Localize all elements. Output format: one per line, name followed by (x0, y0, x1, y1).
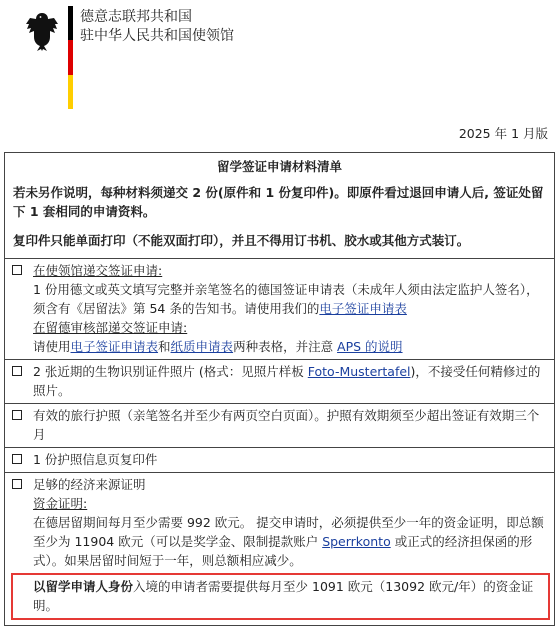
mission-name (80, 8, 234, 46)
sperrkonto-link[interactable]: Sperrkonto (322, 534, 391, 549)
german-flag-bar (68, 6, 73, 109)
funds-proof-heading: 资金证明: (33, 496, 88, 511)
passport-copy-text: 1 份护照信息页复印件 (33, 452, 158, 467)
aps-info-link[interactable]: APS 的说明 (337, 339, 403, 354)
checklist-header-cell (5, 153, 555, 259)
mission-line-2: 驻中华人民共和国使领馆 (80, 28, 234, 44)
checkbox (12, 265, 22, 275)
copies-instruction: 若未另作说明，每种材料须递交 2 份(原件和 1 份复印件)。即原件看过退回申请人后, 签证处留下 1 套相同的申请资料。 (13, 185, 544, 219)
flag-red-stripe (68, 40, 73, 74)
flag-black-stripe (68, 6, 73, 40)
e-visa-form-link[interactable]: 电子签证申请表 (319, 301, 407, 316)
checklist-item-application (5, 259, 555, 360)
checkbox (12, 410, 22, 420)
checklist-item-photos: 2 张近期的生物识别证件照片 (格式：见照片样板 Foto-Mustertafel)，不接受任何精修过的照片。 (5, 360, 555, 404)
e-visa-form-link-2[interactable]: 电子签证申请表 (70, 339, 159, 354)
checklist-item-passport-copy (5, 448, 555, 473)
passport-text: 有效的旅行护照（亲笔签名并至少有两页空白页面）。护照有效期须至少超出签证有效期三个月 (33, 408, 540, 442)
mission-line-1: 德意志联邦共和国 (80, 9, 192, 25)
consulate-application-text: 1 份用德文或英文填写完整并亲笔签名的德国签证申请表（未成年人须由法定监护人签名），须含有《居留法》第 54 条的告知书。请使用我们的电子签证申请表 (33, 282, 539, 316)
funds-proof-text: 在德居留期间每月至少需要 992 欧元。 提交申请时，必须提供至少一年的资金证明，即总额至少为 11904 欧元（可以是奖学金、限制提款账户 Sperrkonto 或正式的经济担保函的形式）。如果居留时间短于一年，则总额相应减少。 (33, 515, 544, 568)
checklist-table (4, 152, 555, 626)
checklist-title: 留学签证申请材料清单 (216, 159, 342, 174)
student-funds-highlight (11, 573, 550, 620)
checkbox (12, 454, 22, 464)
printing-instruction: 复印件只能单面打印（不能双面打印），并且不得用订书机、胶水或其他方式装订。 (13, 233, 470, 248)
letterhead (0, 0, 560, 120)
consulate-application-heading: 在使领馆递交签证申请: (33, 263, 163, 278)
paper-form-link[interactable]: 纸质申请表 (170, 339, 234, 354)
photo-template-link[interactable]: Foto-Mustertafel (307, 364, 411, 379)
version-date: 2025 年 1 月版 (458, 126, 548, 141)
checkbox (12, 479, 22, 489)
flag-gold-stripe (68, 75, 73, 109)
funds-heading: 足够的经济来源证明 (33, 477, 146, 492)
aps-application-heading: 在留德审核部递交签证申请: (33, 320, 188, 335)
aps-application-text: 请使用电子签证申请表和纸质申请表两种表格，并注意 APS 的说明 (33, 339, 403, 354)
student-funds-text: 入境的申请者需要提供每月至少 1091 欧元（13092 欧元/年）的资金证明。 (33, 579, 534, 613)
checkbox (12, 366, 22, 376)
checklist-item-passport (5, 404, 555, 448)
checklist-item-funds (5, 473, 555, 626)
federal-eagle-icon (24, 10, 60, 52)
student-applicant-label: 以留学申请人身份 (33, 579, 134, 594)
